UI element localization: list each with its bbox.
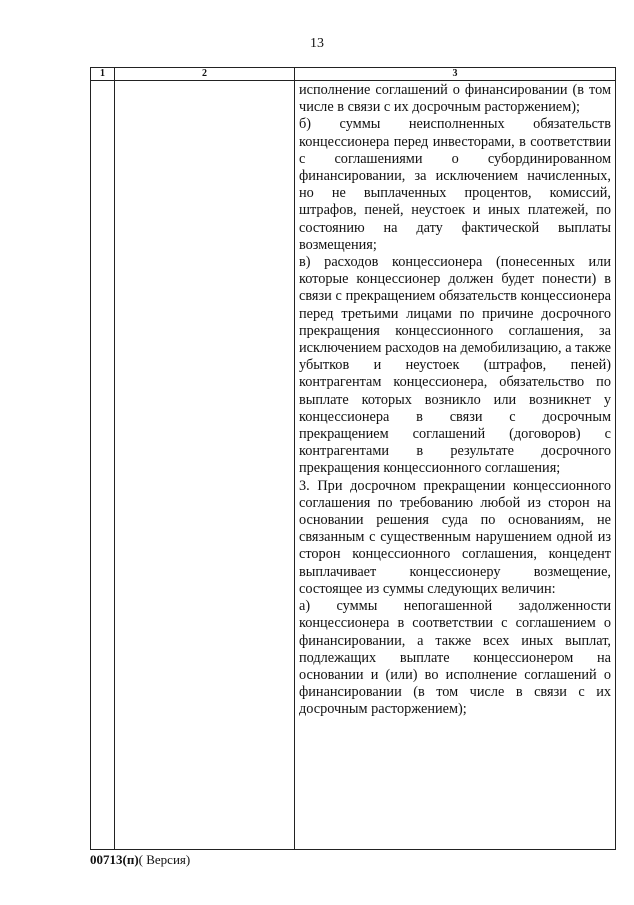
paragraph: а) суммы непогашенной задолженности концессионера в соответствии с соглашением о финансировании, а также всех иных выплат, подлежащих выплате концессионером на основании и (или) во исполнение соглашений о финансировании (в том числе в связи с их досрочным расторжением); <box>299 598 611 718</box>
paragraph-list <box>295 81 615 719</box>
table-header-row <box>91 68 616 81</box>
empty-cell-column-2 <box>115 81 295 850</box>
document-table <box>90 67 616 850</box>
empty-cell-column-1 <box>91 81 115 850</box>
column-header-2: 2 <box>115 68 295 81</box>
column-header-3: 3 <box>295 68 616 81</box>
paragraph: в) расходов концессионера (понесенных или которые концессионер должен будет понести) в связи с прекращением обязательств концессионера перед третьими лицами по причине досрочного прекращения концессионного соглашения, за исключением расходов на демобилизацию, а также убытков и неустоек (штрафов, пеней) контрагентам концессионера, обязательство по выплате которых возникло или возникнет у концессионера в связи с досрочным прекращением соглашений (договоров) с контрагентами в результате досрочного прекращения концессионного соглашения; <box>299 254 611 477</box>
paragraph: б) суммы неисполненных обязательств концессионера перед инвесторами, в соответствии с соглашениями о субординированном финансировании, за исключением начисленных, но не выплаченных процентов, комиссий, штрафов, пеней, неустоек и иных платежей, по состоянию на дату фактической выплаты возмещения; <box>299 116 611 253</box>
text-cell-column-3 <box>295 81 616 850</box>
paragraph: 3. При досрочном прекращении концессионного соглашения по требованию любой из сторон на основании решения суда по основаниям, не связанным с существенным нарушением одной из сторон концессионного соглашения, концедент выплачивает концессионеру возмещение, состоящее из суммы следующих величин: <box>299 477 611 597</box>
footer-version: ( Версия) <box>138 852 191 867</box>
page-number: 13 <box>310 36 324 51</box>
column-header-1: 1 <box>91 68 115 81</box>
paragraph: исполнение соглашений о финансировании (в том числе в связи с их досрочным расторжением); <box>299 82 611 116</box>
table-body-row <box>91 81 616 850</box>
footer-document-code <box>90 852 190 868</box>
footer-code: 00713(п) <box>90 852 139 867</box>
